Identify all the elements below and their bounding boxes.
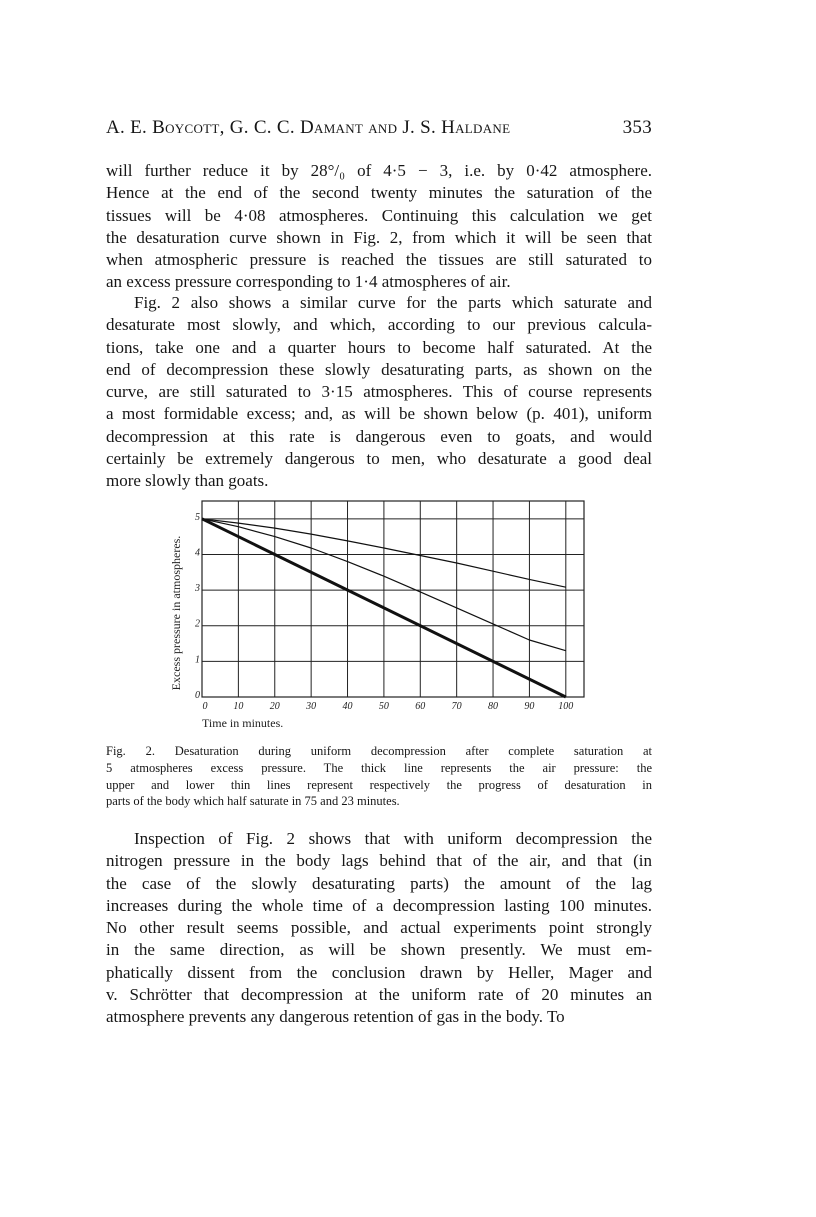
text-line: Inspection of Fig. 2 shows that with uniform decompression the <box>134 829 652 848</box>
x-tick-label: 10 <box>233 701 244 712</box>
text-line: a most formidable excess; and, as will be shown below (p. 401), uniform <box>106 404 652 424</box>
running-head <box>106 117 652 139</box>
x-tick-label: 0 <box>202 701 208 712</box>
text-line: desaturate most slowly, and which, according to our previous calcula- <box>106 315 652 335</box>
text-line: Hence at the end of the second twenty minutes the saturation of the <box>106 183 652 203</box>
x-tick-label: 50 <box>378 701 389 712</box>
text-line: nitrogen pressure in the body lags behind that of the air, and that (in <box>106 851 652 871</box>
text-line: more slowly than goats. <box>106 471 269 491</box>
text-line: curve, are still saturated to 3·15 atmospheres. This of course represents <box>106 382 652 402</box>
figure-2-chart <box>160 495 600 735</box>
y-tick-label: 4 <box>195 547 200 559</box>
caption-line: parts of the body which half saturate in 75 and 23 minutes. <box>106 794 400 809</box>
page-number: 353 <box>622 117 652 138</box>
caption-line: upper and lower thin lines represent respectively the progress of desaturation in <box>106 777 652 792</box>
x-tick-label: 80 <box>488 701 499 712</box>
y-tick-label: 2 <box>195 618 200 630</box>
text-line: the case of the slowly desaturating parts) the amount of the lag <box>106 873 652 893</box>
x-tick-label: 30 <box>306 701 317 712</box>
y-tick-label: 5 <box>195 511 200 523</box>
text-line: decompression at this rate is dangerous even to goats, and would <box>106 426 652 446</box>
paragraph-3 <box>106 828 652 1029</box>
caption-line: 5 atmospheres excess pressure. The thick line represents the air pressure: the <box>106 760 652 775</box>
chart-grid <box>202 501 584 697</box>
x-tick-label: 40 <box>342 701 353 712</box>
text-line: an excess pressure corresponding to 1·4 atmospheres of air. <box>106 272 511 292</box>
text-line: v. Schrötter that decompression at the uniform rate of 20 minutes an <box>106 985 652 1005</box>
x-tick-label: 100 <box>558 701 574 712</box>
text-line: tions, take one and a quarter hours to become half saturated. At the <box>106 337 652 357</box>
x-tick-label: 60 <box>415 701 426 712</box>
x-axis-label: Time in minutes. <box>202 716 284 730</box>
y-tick-label: 3 <box>195 583 200 595</box>
y-tick-label: 0 <box>195 690 200 701</box>
y-axis-label: Excess pressure in atmospheres. <box>169 535 183 691</box>
text-line: in the same direction, as will be shown presently. We must em- <box>106 940 652 960</box>
y-tick-label: 1 <box>195 654 200 666</box>
text-line: when atmospheric pressure is reached the tissues are still saturated to <box>106 250 652 270</box>
text-line: increases during the whole time of a decompression lasting 100 minutes. <box>106 895 652 915</box>
plot-frame <box>202 501 584 697</box>
text-line: tissues will be 4·08 atmospheres. Continuing this calculation we get <box>106 205 652 225</box>
text-line: the desaturation curve shown in Fig. 2, from which it will be seen that <box>106 227 652 247</box>
x-tick-label: 70 <box>451 701 462 712</box>
text-line: phatically dissent from the conclusion drawn by Heller, Mager and <box>106 962 652 982</box>
paragraph-1 <box>106 160 652 294</box>
text-line: end of decompression these slowly desaturating parts, as shown on the <box>106 359 652 379</box>
running-head-authors: A. E. Boycott, G. C. C. Damant and J. S. Haldane <box>106 117 511 138</box>
x-tick-label: 90 <box>524 701 535 712</box>
figure-caption <box>106 743 652 810</box>
text-line: certainly be extremely dangerous to men, who desaturate a good deal <box>106 449 652 469</box>
x-tick-label: 20 <box>269 701 280 712</box>
text-line: atmosphere prevents any dangerous retention of gas in the body. To <box>106 1007 565 1027</box>
text-line: Fig. 2 also shows a similar curve for the parts which saturate and <box>134 293 652 312</box>
caption-line: Fig. 2. Desaturation during uniform decompression after complete saturation at <box>106 744 652 758</box>
paragraph-2 <box>106 292 652 493</box>
text-line: No other result seems possible, and actual experiments point strongly <box>106 918 652 938</box>
text-line: will further reduce it by 28°/₀ of 4·5 − 3, i.e. by 0·42 atmosphere. <box>106 161 652 180</box>
